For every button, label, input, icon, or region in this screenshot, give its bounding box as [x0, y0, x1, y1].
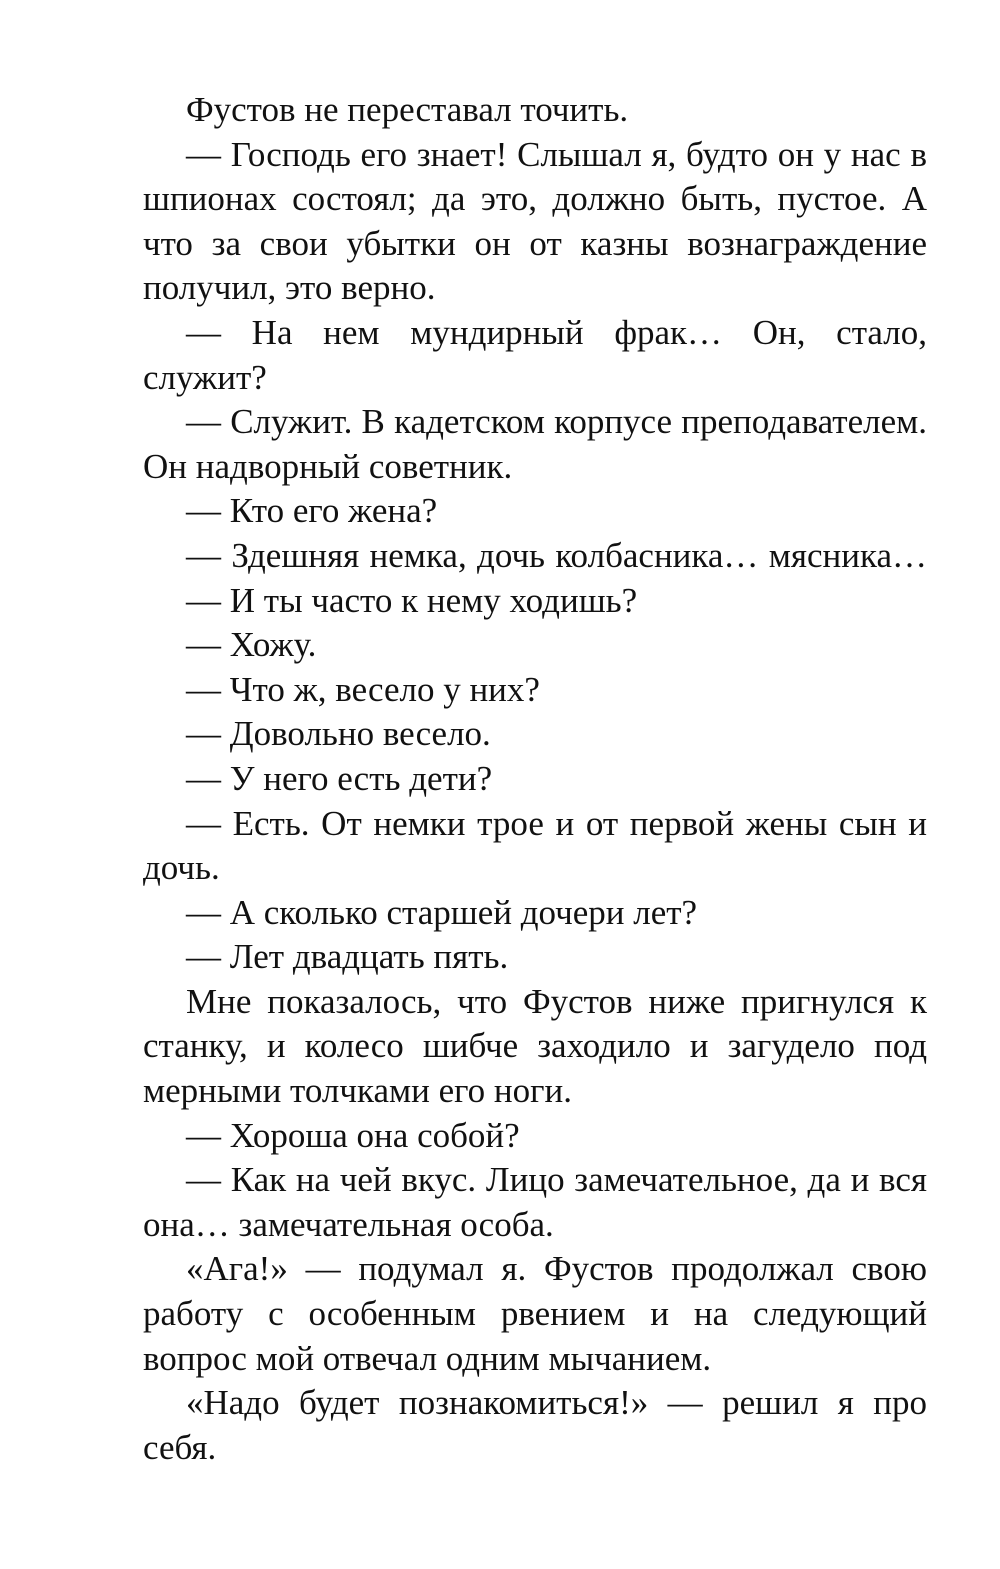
- paragraph: — Хороша она собой?: [186, 1115, 520, 1155]
- paragraph: — Что ж, весело у них?: [186, 669, 540, 709]
- paragraph: — Как на чей вкус. Лицо замечательное, да и вся она… замечательная особа.: [143, 1160, 927, 1244]
- paragraph: — Господь его знает! Слышал я, будто он у нас в шпионах состоял; да это, должно быть, пустое. А что за свои убытки он от казны вознаграждение получил, это верно.: [143, 134, 927, 308]
- book-page-text: [143, 88, 927, 1470]
- paragraph: — На нем мундирный фрак… Он, стало, служит?: [143, 312, 927, 397]
- paragraph: — У него есть дети?: [186, 758, 493, 798]
- paragraph: — А сколько старшей дочери лет?: [186, 892, 698, 932]
- paragraph: «Надо будет познакомиться!» — решил я про себя.: [143, 1383, 927, 1467]
- paragraph: Мне показалось, что Фустов ниже пригнулся к станку, и колесо шибче заходило и загудело под мерными толчками его ноги.: [143, 981, 927, 1111]
- paragraph: — Кто его жена?: [186, 491, 438, 531]
- paragraph: — Довольно весело.: [186, 714, 491, 754]
- paragraph: — Лет двадцать пять.: [186, 937, 509, 977]
- paragraph: — Здешняя немка, дочь колбасника… мясника…: [186, 535, 927, 575]
- paragraph: Фустов не переставал точить.: [186, 90, 629, 129]
- paragraph: «Ага!» — подумал я. Фустов продолжал свою работу с особенным рвением и на следующий вопрос мой отвечал одним мычанием.: [143, 1249, 927, 1378]
- paragraph: — Хожу.: [186, 625, 317, 665]
- paragraph: — И ты часто к нему ходишь?: [186, 580, 638, 620]
- paragraph: — Служит. В кадетском корпусе преподавателем. Он надворный советник.: [143, 402, 927, 486]
- paragraph: — Есть. От немки трое и от первой жены сын и дочь.: [143, 803, 927, 888]
